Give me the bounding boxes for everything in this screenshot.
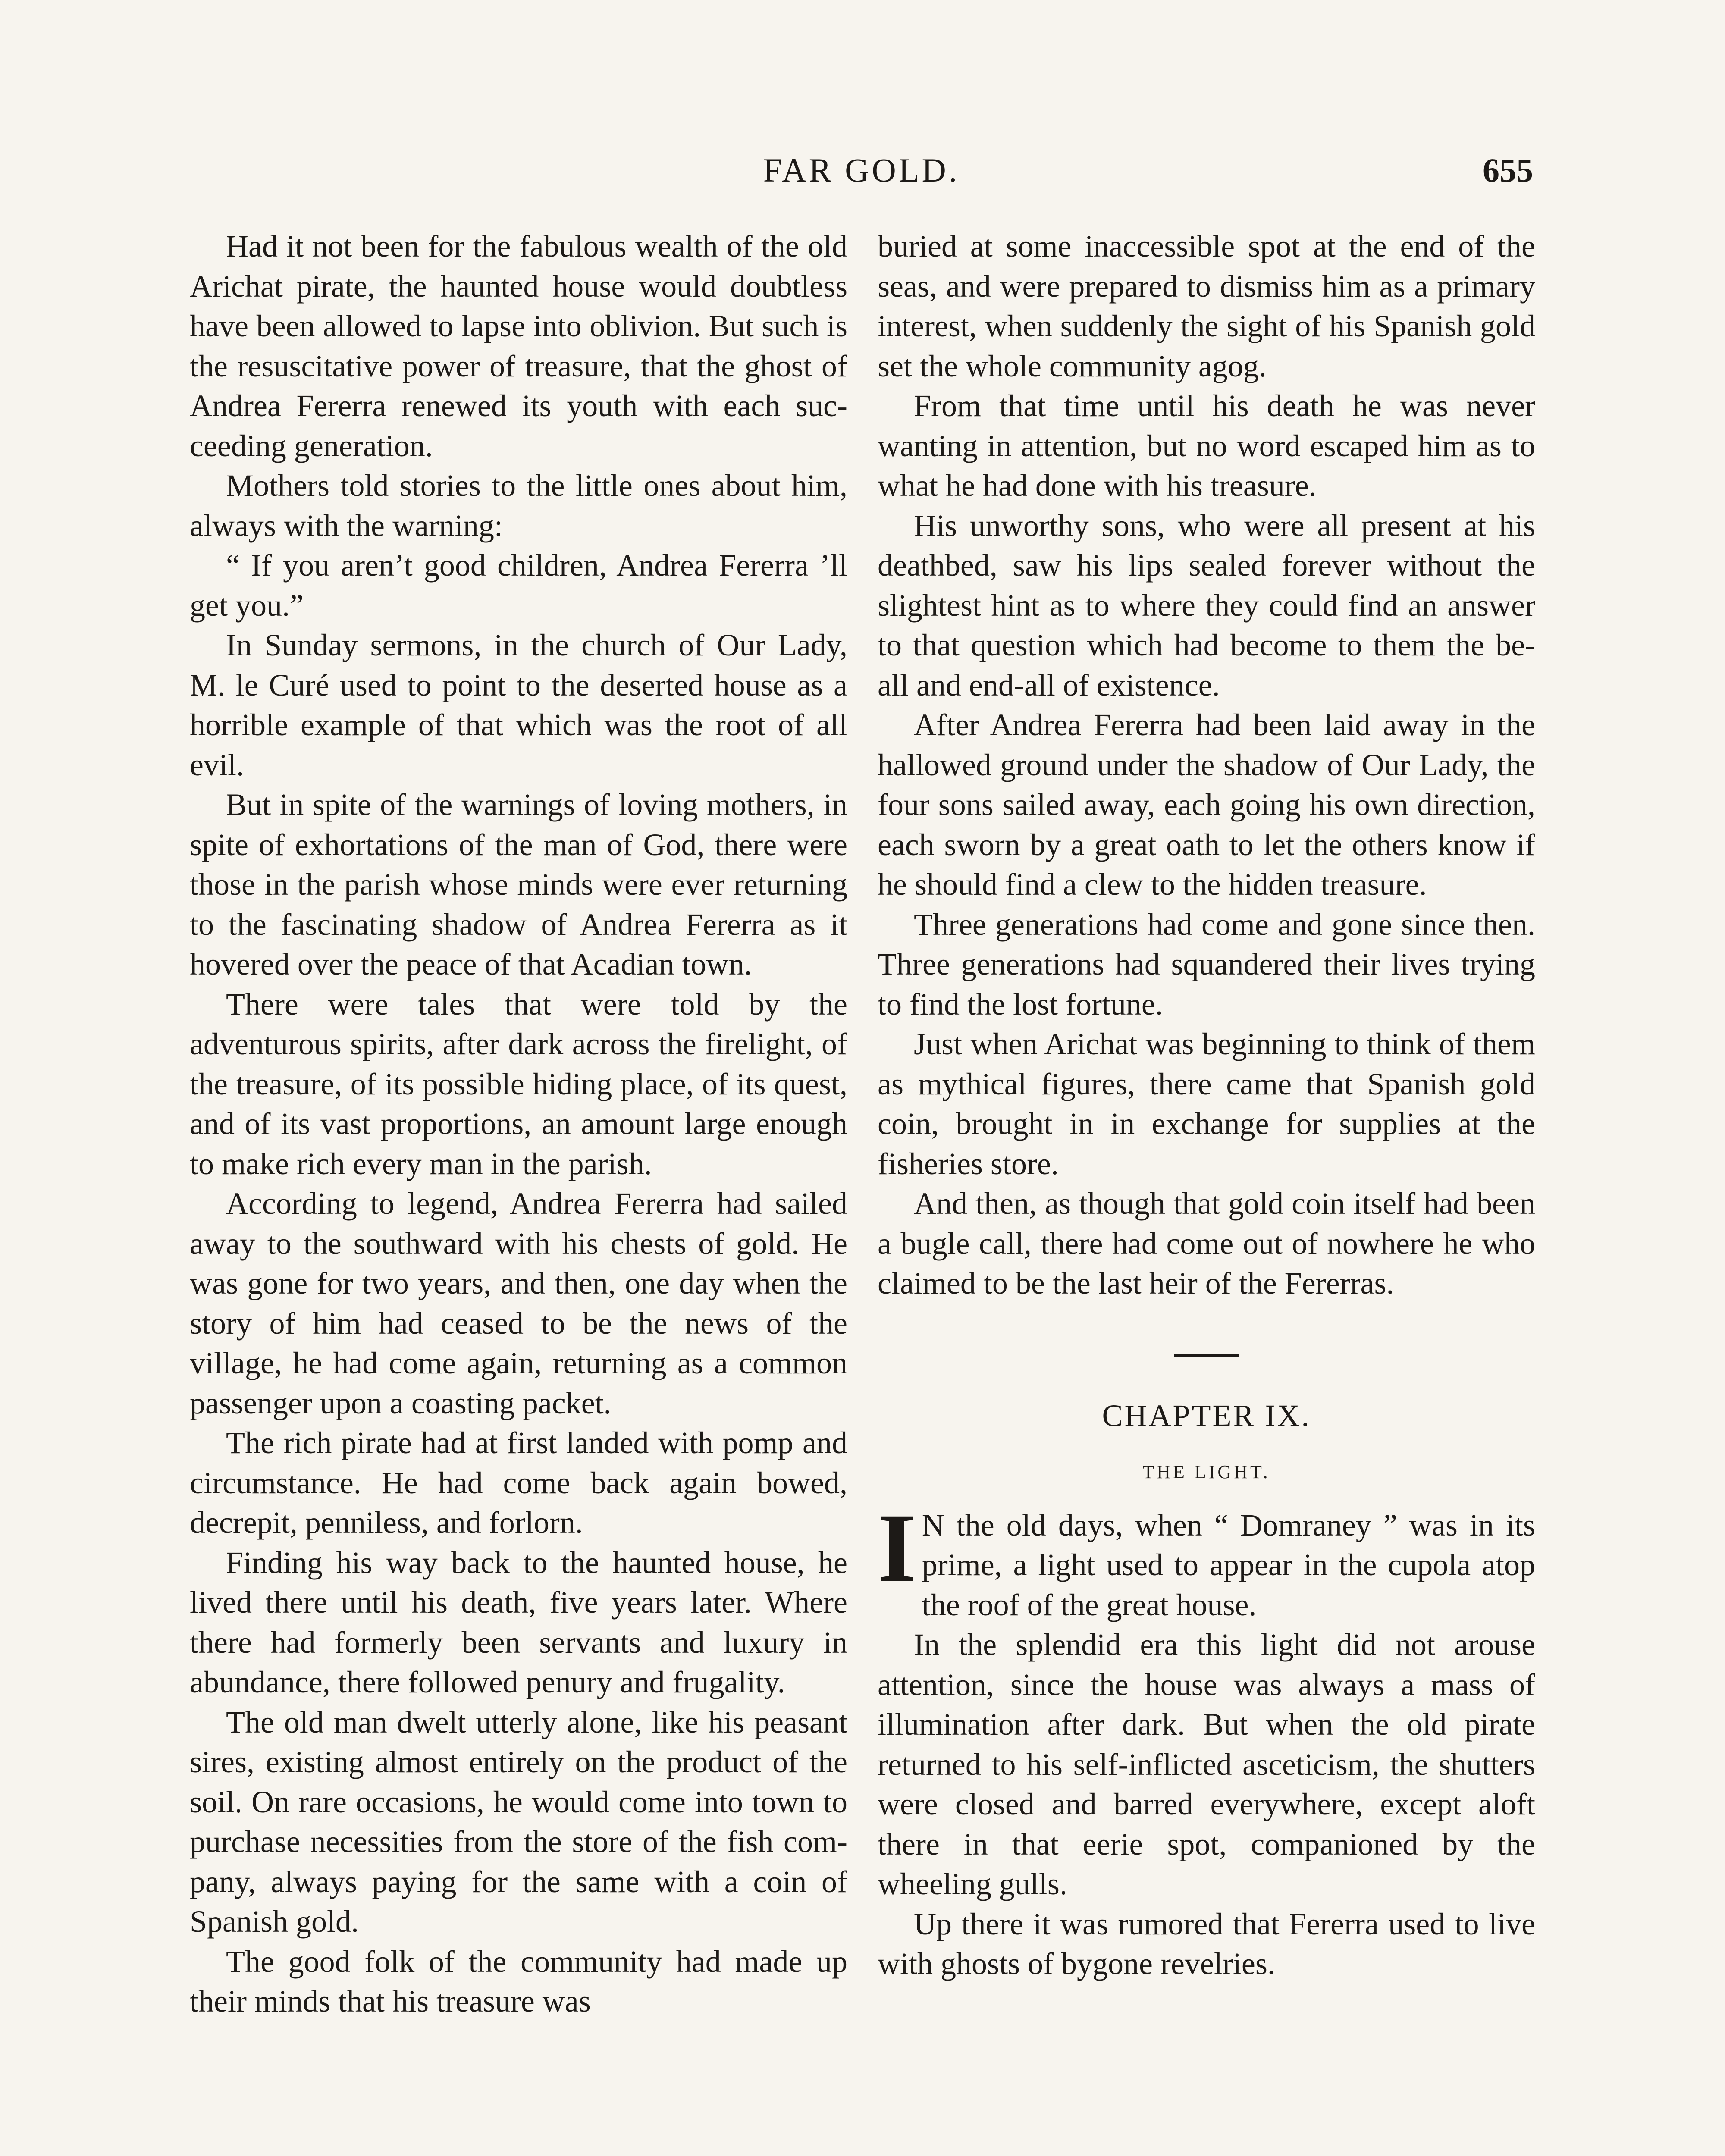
paragraph: According to legend, Andrea Fererra had sailed away to the southward with his chests of gold. He was gone for two years, and then, one day when the story of him had ceased to be the news of the village, he had come again, returning as a common passenger upon a coasting packet.	[190, 1186, 847, 1420]
paragraph: From that time until his death he was never wanting in attention, but no word escaped him as to what he had done with his treasure.	[878, 389, 1535, 503]
paragraph: “ If you aren’t good children, Andrea Fererra ’ll get you.”	[190, 548, 847, 623]
left-column	[190, 226, 847, 2021]
section-divider	[1174, 1354, 1239, 1357]
chapter-subtitle: THE LIGHT.	[1142, 1461, 1270, 1482]
paragraph: But in spite of the warnings of loving mothers, in spite of exhortations of the man of God, there were those in the parish whose minds were ever returning to the fascinating shadow of Andrea Fererra as it hovered over the peace of that Acadian town.	[190, 787, 847, 981]
paragraph: In Sunday sermons, in the church of Our Lady, M. le Curé used to point to the deserted house as a horrible example of that which was the root of all evil.	[190, 628, 847, 782]
paragraph: The good folk of the community had made up their minds that his treasure was	[190, 1944, 847, 2018]
paragraph: And then, as though that gold coin itself had been a bugle call, there had come out of nowhere he who claimed to be the last heir of the Fererras.	[878, 1186, 1535, 1300]
paragraph: The rich pirate had at first landed with pomp and circumstance. He had come back again bowed, decrepit, penniless, and forlorn.	[190, 1426, 847, 1540]
paragraph: Up there it was rumored that Fererra used to live with ghosts of bygone revelries.	[878, 1906, 1535, 1981]
paragraph: Had it not been for the fabulous wealth of the old Arichat pirate, the haunted house would doubtless have been allowed to lapse into oblivion. But such is the resuscitative power of treasure, that the ghost of Andrea Fererra renewed its youth with each succeeding generation.	[190, 229, 847, 463]
page-number: 655	[1483, 151, 1533, 189]
paragraph: After Andrea Fererra had been laid away in the hallowed ground under the shadow of Our Lady, the four sons sailed away, each going his own direction, each sworn by a great oath to let the others know if he should find a clew to the hidden treasure.	[878, 708, 1535, 902]
paragraph: Just when Arichat was beginning to think of them as mythical figures, there came that Spanish gold coin, brought in in exchange for supplies at the fisheries store.	[878, 1027, 1535, 1181]
paragraph: Finding his way back to the haunted house, he lived there until his death, five years later. Where there had formerly been servants and luxury in abundance, there followed penury and frugality.	[190, 1545, 847, 1699]
paragraph: In the splendid era this light did not arouse attention, since the house was always a mass of illumination after dark. But when the old pirate returned to his self-inflicted asceticism, the shutters were closed and barred everywhere, except aloft there in that eerie spot, companioned by the wheeling gulls.	[878, 1627, 1535, 1901]
paragraph: Three generations had come and gone since then. Three generations had squandered their lives trying to find the lost fortune.	[878, 907, 1535, 1022]
paragraph-continued: buried at some inaccessible spot at the end of the seas, and were prepared to dismiss him as a primary interest, when suddenly the sight of his Spanish gold set the whole community agog.	[878, 229, 1535, 383]
page-header	[190, 144, 1533, 196]
chapter-opening-text: N the old days, when “ Domraney ” was in its prime, a light used to appear in the cupola atop the roof of the great house.	[922, 1507, 1535, 1622]
right-column	[878, 226, 1535, 1984]
chapter-opening-paragraph	[878, 1493, 1535, 1625]
paragraph: His unworthy sons, who were all present at his deathbed, saw his lips sealed forever without the slightest hint as to where they could find an answer to that question which had become to them the be-all and end-all of existence.	[878, 508, 1535, 702]
drop-cap: I	[878, 1493, 916, 1602]
chapter-title: CHAPTER IX.	[1102, 1398, 1311, 1433]
paragraph: There were tales that were told by the adventurous spirits, after dark across the firelight, of the treasure, of its possible hiding place, of its quest, and of its vast proportions, an amount large enough to make rich every man in the parish.	[190, 987, 847, 1181]
paragraph: The old man dwelt utterly alone, like his peasant sires, existing almost entirely on the product of the soil. On rare occasions, he would come into town to purchase necessities from the store of the fish company, always paying for the same with a coin of Spanish gold.	[190, 1705, 847, 1939]
paragraph: Mothers told stories to the little ones about him, always with the warning:	[190, 468, 847, 543]
running-title: FAR GOLD.	[763, 151, 960, 189]
